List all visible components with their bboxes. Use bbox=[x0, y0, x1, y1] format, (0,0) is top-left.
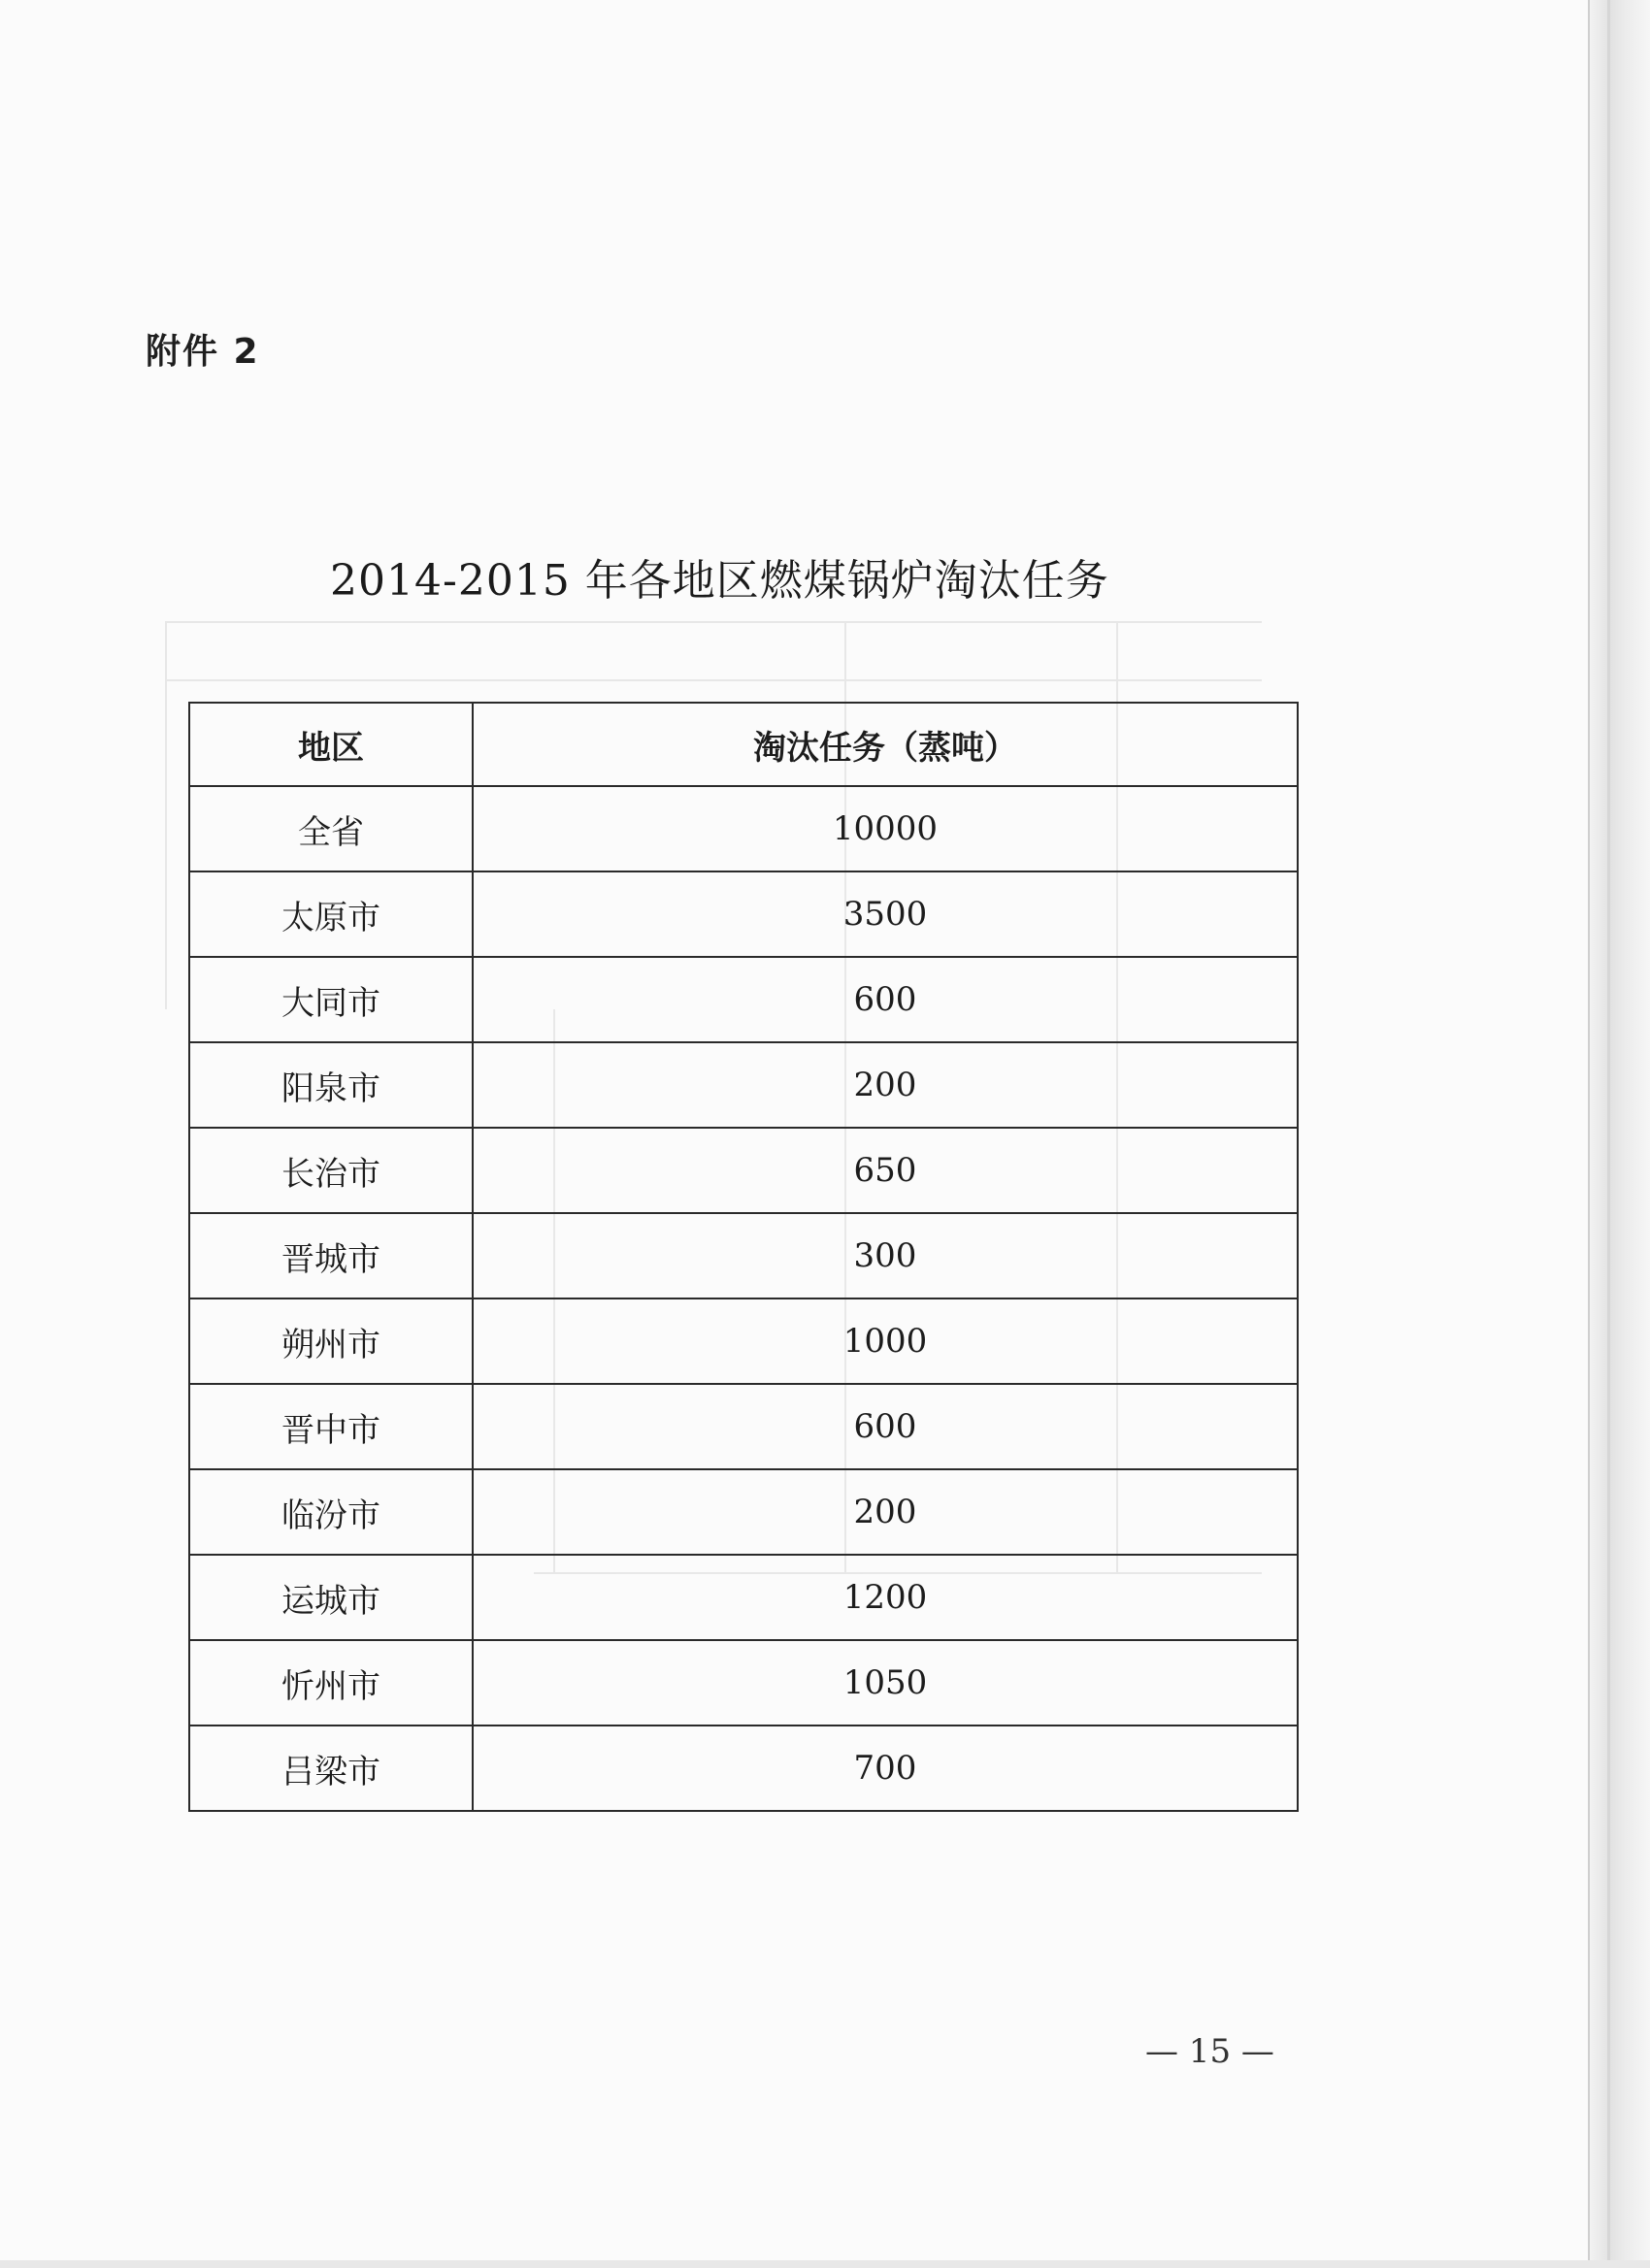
attachment-label: 附件 2 bbox=[146, 332, 260, 372]
task-cell: 1000 bbox=[473, 1298, 1298, 1384]
region-cell: 长治市 bbox=[189, 1128, 473, 1213]
table-row bbox=[189, 1555, 1298, 1640]
table-row bbox=[189, 1298, 1298, 1384]
boiler-elimination-table bbox=[188, 702, 1299, 1812]
region-cell: 忻州市 bbox=[189, 1640, 473, 1726]
task-cell: 10000 bbox=[473, 786, 1298, 871]
task-cell: 1050 bbox=[473, 1640, 1298, 1726]
region-cell: 吕梁市 bbox=[189, 1726, 473, 1811]
region-cell: 运城市 bbox=[189, 1555, 473, 1640]
page-bottom-edge bbox=[0, 2260, 1650, 2268]
region-cell: 阳泉市 bbox=[189, 1042, 473, 1128]
task-cell: 200 bbox=[473, 1469, 1298, 1555]
region-cell: 大同市 bbox=[189, 957, 473, 1042]
table-row bbox=[189, 786, 1298, 871]
task-cell: 300 bbox=[473, 1213, 1298, 1298]
table-row bbox=[189, 1640, 1298, 1726]
table-row bbox=[189, 1128, 1298, 1213]
table-row bbox=[189, 1469, 1298, 1555]
table-row bbox=[189, 1213, 1298, 1298]
region-cell: 晋中市 bbox=[189, 1384, 473, 1469]
task-cell: 200 bbox=[473, 1042, 1298, 1128]
table-row bbox=[189, 1726, 1298, 1811]
header-task: 淘汰任务（蒸吨） bbox=[473, 703, 1298, 786]
header-region: 地区 bbox=[189, 703, 473, 786]
document-title: 2014-2015 年各地区燃煤锅炉淘汰任务 bbox=[330, 556, 1109, 606]
task-cell: 600 bbox=[473, 1384, 1298, 1469]
region-cell: 全省 bbox=[189, 786, 473, 871]
binding-edge bbox=[1588, 0, 1650, 2268]
task-cell: 700 bbox=[473, 1726, 1298, 1811]
table-row bbox=[189, 1042, 1298, 1128]
task-cell: 3500 bbox=[473, 871, 1298, 957]
task-cell: 600 bbox=[473, 957, 1298, 1042]
region-cell: 太原市 bbox=[189, 871, 473, 957]
table-row bbox=[189, 1384, 1298, 1469]
region-cell: 朔州市 bbox=[189, 1298, 473, 1384]
task-cell: 1200 bbox=[473, 1555, 1298, 1640]
table-header-row bbox=[189, 703, 1298, 786]
task-cell: 650 bbox=[473, 1128, 1298, 1213]
table-row bbox=[189, 871, 1298, 957]
page-number: — 15 — bbox=[1145, 2032, 1274, 2071]
region-cell: 晋城市 bbox=[189, 1213, 473, 1298]
region-cell: 临汾市 bbox=[189, 1469, 473, 1555]
table-row bbox=[189, 957, 1298, 1042]
